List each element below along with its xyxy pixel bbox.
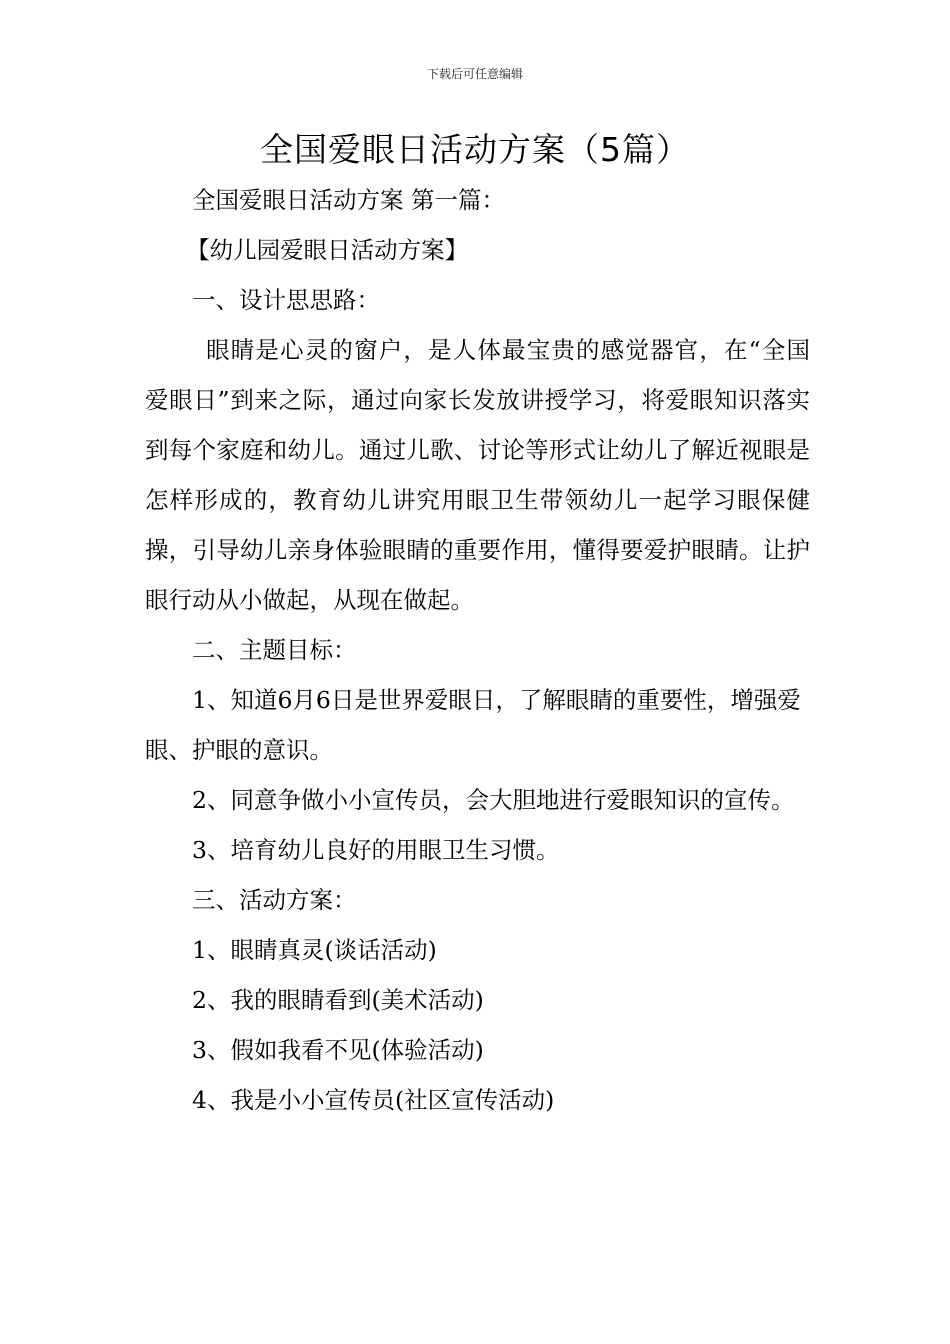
document-subtitle: 全国爱眼日活动方案 第一篇： <box>192 186 505 214</box>
activity-item: 1、眼睛真灵(谈话活动) <box>192 936 437 964</box>
document-body <box>145 175 810 1125</box>
section-bracket-heading: 【幼儿园爱眼日活动方案】 <box>186 236 469 264</box>
goal-item: 2、同意争做小小宣传员，会大胆地进行爱眼知识的宣传。 <box>192 786 795 814</box>
document-title: 全国爱眼日活动方案（5篇） <box>260 130 690 169</box>
page-header-note: 下载后可任意编辑 <box>426 67 523 81</box>
section-2-heading: 二、主题目标： <box>192 636 357 664</box>
activity-item: 3、假如我看不见(体验活动) <box>192 1036 484 1064</box>
activity-item: 4、我是小小宣传员(社区宣传活动) <box>192 1086 555 1114</box>
goal-item: 3、培育幼儿良好的用眼卫生习惯。 <box>192 836 560 864</box>
activity-item: 2、我的眼睛看到(美术活动) <box>192 986 484 1014</box>
section-1-heading: 一、设计思思路： <box>192 286 380 314</box>
section-3-heading: 三、活动方案： <box>192 886 357 914</box>
goal-item: 1、知道6月6日是世界爱眼日，了解眼睛的重要性，增强爱眼、护眼的意识。 <box>145 686 801 764</box>
section-1-paragraph: 眼睛是心灵的窗户，是人体最宝贵的感觉器官，在“全国 爱眼日”到来之际，通过向家长发放讲授学习，将爱眼知识落实到每个家庭和幼儿。通过儿歌、讨论等形式让幼儿了解近视眼是怎样形成的，教育幼儿讲究用眼卫生带领幼儿一起学习眼保健操，引导幼儿亲身体验眼睛的重要作用，懂得要爱护眼睛。让护眼行动从小做起，从现在做起。 <box>145 336 810 614</box>
